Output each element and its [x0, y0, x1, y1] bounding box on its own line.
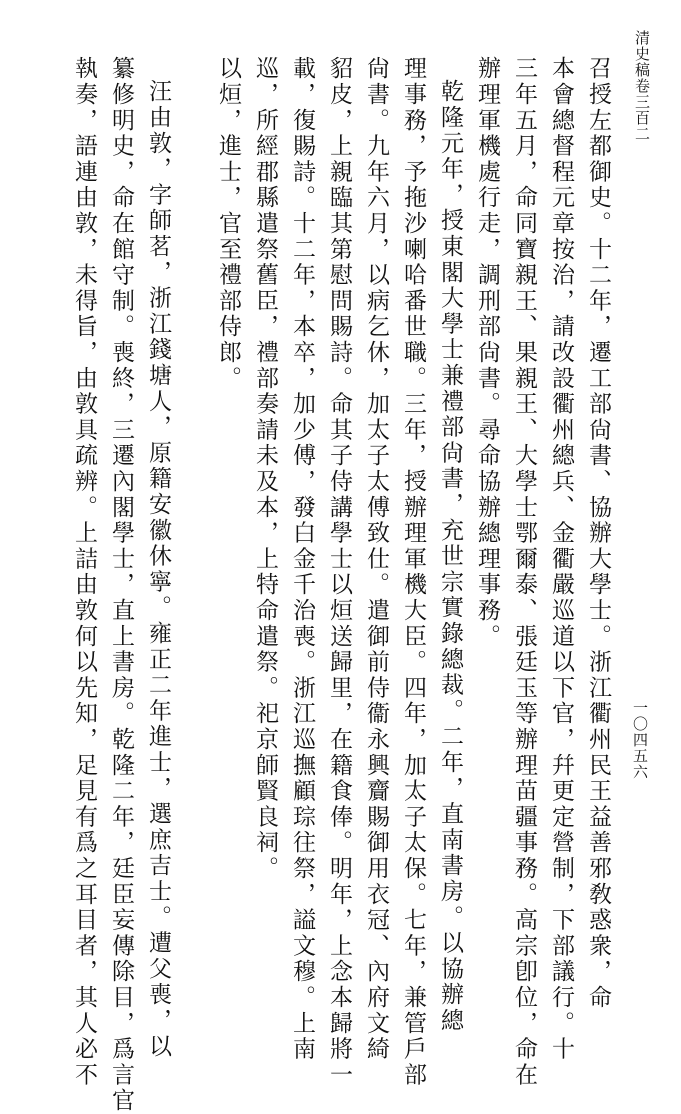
text-column-6: 理事務，予拖沙喇哈番世職。三年，授辦理軍機大臣。四年，加太子太保。七年，兼管戶部 [400, 56, 426, 1088]
text-column-13: 纂修明史，命在館守制。喪終，三遷內閣學士，直上書房。乾隆二年，廷臣妄傳除目，爲言官 [108, 56, 134, 1114]
text-column-9: 載，復賜詩。十二年，本卒，加少傅，發白金千治喪。浙江巡撫顧琮往祭，謚文穆。上南 [289, 56, 315, 1063]
text-column-12: 汪由敦，字師茗，浙江錢塘人，原籍安徽休寧。雍正二年進士，選庶吉士。遭父喪，以 [145, 79, 171, 1060]
text-column-11: 以烜，進士，官至禮部侍郎。 [215, 56, 241, 392]
text-column-7: 尙書。九年六月，以病乞休，加太子太傅致仕。遣御前侍衞永興齎賜御用衣冠、內府文綺 [363, 56, 389, 1063]
text-column-8: 貂皮，上親臨其第慰問賜詩。命其子侍講學士以烜送歸里，在籍食俸。明年，上念本歸將一 [326, 56, 352, 1088]
text-column-4: 辦理軍機處行走，調刑部尙書。尋命協辦總理事務。 [474, 56, 500, 650]
page-number: 一〇四五六 [631, 700, 649, 780]
text-column-5: 乾隆元年，授東閣大學士兼禮部尙書，充世宗實錄總裁。二年，直南書房。以協辦總 [437, 79, 463, 1034]
running-header: 清史稿卷三百二 [633, 30, 651, 142]
text-column-3: 三年五月，命同寶親王、果親王、大學士鄂爾泰、張廷玉等辦理苗疆事務。高宗卽位，命在 [511, 56, 537, 1088]
text-column-1: 召授左都御史。十二年，遷工部尙書、協辦大學士。浙江衢州民王益善邪敎惑衆，命 [585, 56, 611, 1011]
text-column-2: 本會總督程元章按治，請改設衢州總兵、金衢嚴巡道以下官，幷更定營制，下部議行。十 [548, 56, 574, 1063]
text-column-14: 執奏，語連由敦，未得旨，由敦具疏辨。上詰由敦何以先知，足見有爲之耳目者，其人必不 [71, 56, 97, 1088]
text-column-10: 巡，所經郡縣遣祭舊臣，禮部奏請未及本，上特命遣祭。祀京師賢良祠。 [252, 56, 278, 882]
